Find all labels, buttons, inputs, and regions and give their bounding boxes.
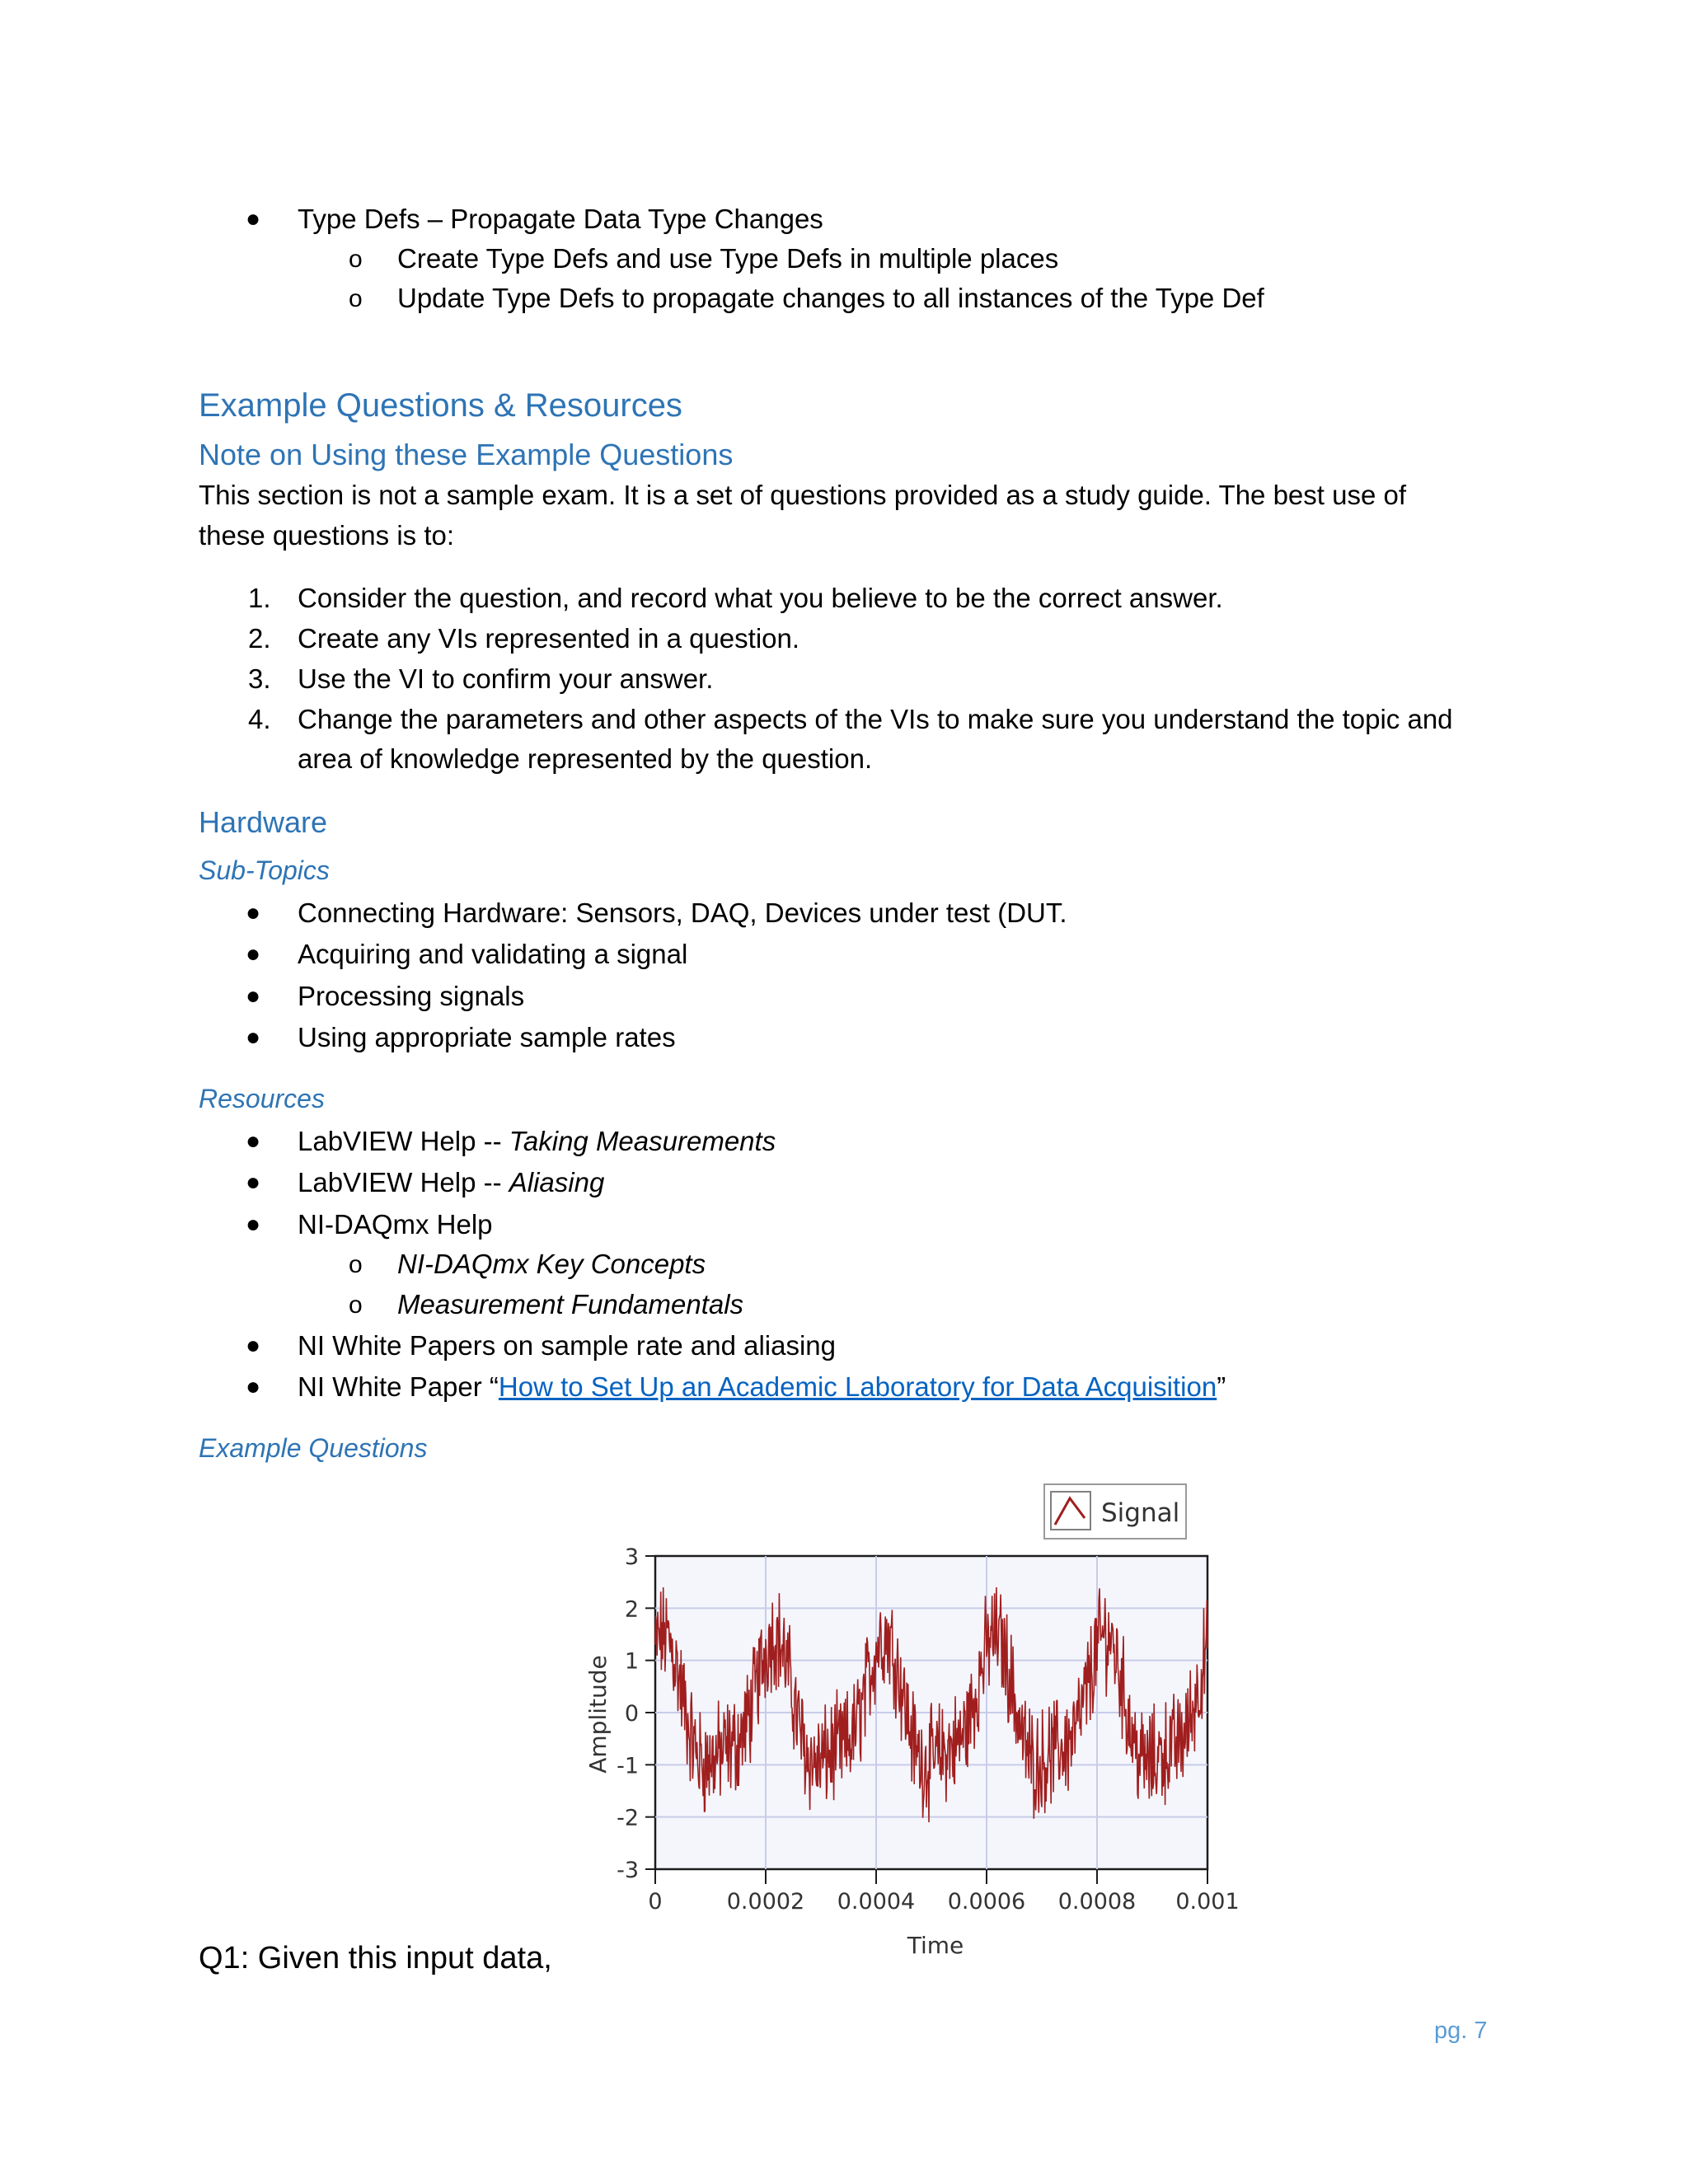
- paragraph-line-1: This section is not a sample exam. It is a set of questions provided as a study guide. The best use of: [199, 480, 1407, 510]
- subtopic-3: Processing signals: [298, 981, 525, 1011]
- resource-5-prefix: NI White Paper “: [298, 1371, 499, 1402]
- subtopic-2: Acquiring and validating a signal: [298, 939, 688, 969]
- bullet-dot: ●: [246, 1169, 261, 1196]
- resource-1: [298, 1125, 776, 1158]
- y-tick-label: 2: [624, 1596, 639, 1623]
- bullet-dot: ●: [246, 1127, 261, 1155]
- sub-bullet: o: [349, 246, 363, 273]
- resource-2-title: Aliasing: [509, 1167, 605, 1197]
- section-heading: Example Questions & Resources: [199, 387, 682, 424]
- sub-bullet: o: [349, 1291, 363, 1319]
- step-number: 3.: [248, 663, 271, 694]
- page-number: pg. 7: [1434, 2018, 1488, 2044]
- resource-3-sub-1: NI-DAQmx Key Concepts: [397, 1249, 706, 1279]
- resource-5: [298, 1371, 1226, 1404]
- resource-5-suffix: ”: [1217, 1371, 1226, 1402]
- subtopics-heading: Sub-Topics: [199, 855, 330, 885]
- note-heading: Note on Using these Example Questions: [199, 438, 734, 471]
- x-tick-label: 0.001: [1175, 1889, 1240, 1915]
- y-tick-label: -3: [617, 1858, 639, 1883]
- typedefs-sub-2: Update Type Defs to propagate changes to all instances of the Type Def: [397, 283, 1264, 313]
- step-3: Use the VI to confirm your answer.: [298, 663, 714, 694]
- step-4-continued: area of knowledge represented by the question.: [298, 743, 873, 774]
- question-1: Q1: Given this input data,: [199, 1941, 552, 1975]
- bullet-dot: ●: [246, 940, 261, 968]
- sub-bullet: o: [349, 1251, 363, 1278]
- y-tick-label: 3: [624, 1544, 639, 1570]
- x-axis-label: Time: [907, 1932, 964, 1959]
- step-number: 1.: [248, 583, 271, 613]
- y-axis-ticks: [617, 1544, 655, 1883]
- y-tick-label: 0: [624, 1701, 639, 1727]
- resources-heading: Resources: [199, 1084, 325, 1113]
- resource-1-title: Taking Measurements: [509, 1126, 776, 1156]
- x-tick-label: 0: [648, 1889, 663, 1915]
- resource-3-sub-2: Measurement Fundamentals: [397, 1289, 744, 1319]
- step-4: Change the parameters and other aspects of the VIs to make sure you understand the topic and: [298, 704, 1453, 734]
- typedefs-sub-1: Create Type Defs and use Type Defs in multiple places: [397, 243, 1059, 274]
- resource-2: [298, 1166, 604, 1199]
- example-questions-heading: Example Questions: [199, 1433, 428, 1463]
- step-2: Create any VIs represented in a question.: [298, 623, 800, 654]
- bullet-dot: ●: [246, 1024, 261, 1051]
- hardware-heading: Hardware: [199, 805, 328, 839]
- x-tick-label: 0.0002: [726, 1889, 805, 1915]
- bullet-dot: ●: [246, 1373, 261, 1400]
- y-tick-label: -2: [617, 1805, 639, 1831]
- subtopic-1: Connecting Hardware: Sensors, DAQ, Devices under test (DUT.: [298, 898, 1067, 928]
- sub-bullet: o: [349, 285, 363, 312]
- y-axis-label: Amplitude: [584, 1655, 612, 1774]
- bullet-dot: ●: [246, 899, 261, 926]
- y-tick-label: -1: [617, 1753, 639, 1779]
- resource-1-prefix: LabVIEW Help --: [298, 1126, 509, 1156]
- resource-4: NI White Papers on sample rate and aliasing: [298, 1330, 837, 1361]
- x-axis-ticks: [648, 1869, 1239, 1915]
- bullet-dot: ●: [246, 205, 261, 232]
- subtopic-4: Using appropriate sample rates: [298, 1022, 676, 1052]
- resource-2-prefix: LabVIEW Help --: [298, 1167, 509, 1197]
- bullet-dot: ●: [246, 1332, 261, 1359]
- typedefs-bullet: Type Defs – Propagate Data Type Changes: [298, 204, 823, 234]
- white-paper-link[interactable]: How to Set Up an Academic Laboratory for Data Acquisition: [498, 1371, 1217, 1402]
- resource-3: NI-DAQmx Help: [298, 1209, 493, 1240]
- x-tick-label: 0.0008: [1057, 1889, 1137, 1915]
- step-number: 2.: [248, 623, 271, 654]
- x-tick-label: 0.0004: [837, 1889, 916, 1915]
- bullet-dot: ●: [246, 982, 261, 1010]
- paragraph-line-2: these questions is to:: [199, 520, 455, 551]
- legend-label: Signal: [1101, 1498, 1180, 1528]
- y-tick-label: 1: [624, 1648, 639, 1675]
- step-1: Consider the question, and record what you believe to be the correct answer.: [298, 583, 1223, 613]
- signal-chart: [560, 1475, 1253, 1978]
- x-tick-label: 0.0006: [947, 1889, 1026, 1915]
- bullet-dot: ●: [246, 1211, 261, 1238]
- step-number: 4.: [248, 704, 271, 734]
